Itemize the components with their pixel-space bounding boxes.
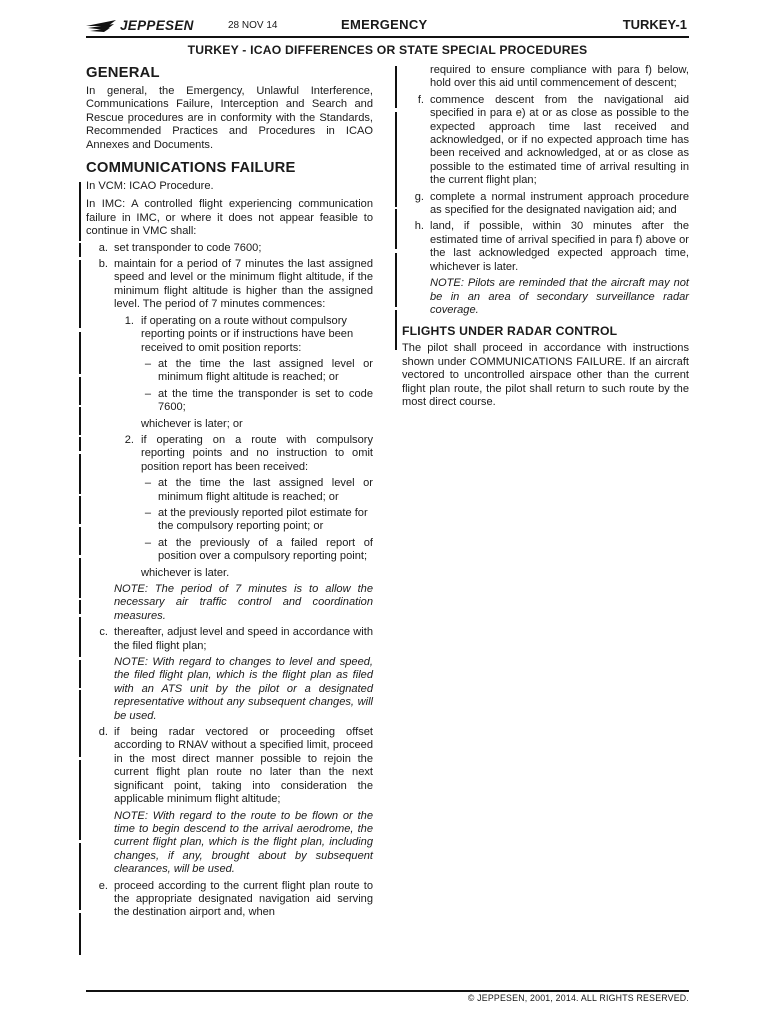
- item-text: at the previously reported pilot estimate for the compulsory reporting point; or: [158, 506, 368, 533]
- page-id: TURKEY-1: [622, 17, 687, 32]
- change-bar: [79, 243, 81, 257]
- left-column: [86, 64, 373, 920]
- dash-item: [86, 388, 373, 415]
- item-text: at the time the last assigned level or minimum flight altitude is reached; or: [158, 477, 373, 503]
- dash-marker: –: [144, 536, 151, 549]
- list-item-d: [86, 726, 373, 806]
- general-heading: GENERAL: [86, 65, 160, 81]
- right-column: [402, 64, 689, 409]
- item-text: if operating on a route without compulsory reporting points or if instructions have been received to omit position reports:: [141, 314, 354, 354]
- change-bar: [79, 600, 81, 614]
- note-d: NOTE: With regard to the route to be flown or the time to begin descend to the arrival aerodrome, the current flight plan, which is the flight plan, including changes, if any, brought about by subsequent clearances, will be used.: [114, 809, 373, 876]
- change-bar: [395, 310, 397, 350]
- change-bar: [79, 437, 81, 451]
- page-header: [86, 14, 689, 36]
- change-bar: [79, 558, 81, 598]
- change-bar: [79, 377, 81, 405]
- item-label: a.: [98, 241, 108, 254]
- item-label: c.: [99, 626, 108, 639]
- radar-heading: FLIGHTS UNDER RADAR CONTROL: [402, 324, 618, 339]
- imc-intro: In IMC: A controlled flight experiencing communication failure in IMC, or where it does not appear feasible to continue in VMC shall:: [86, 198, 373, 238]
- item-text: at the time the last assigned level or minimum flight altitude is reached; or: [158, 357, 373, 384]
- list-item-g: [402, 191, 689, 218]
- dash-marker: –: [144, 506, 151, 519]
- copyright: © JEPPESEN, 2001, 2014. ALL RIGHTS RESERVED.: [467, 993, 689, 1003]
- item-text: at the time the transponder is set to code 7600;: [158, 387, 373, 414]
- change-bar: [395, 112, 397, 207]
- change-bar: [79, 260, 81, 328]
- item-text: if being radar vectored or proceeding offset according to RNAV without a specified limit, proceed in the most direct manner possible to rejoin the current flight plan route no later than the next significant point, taking into consideration the applicable minimum flight altitude;: [114, 726, 373, 806]
- header-rule: [86, 36, 689, 38]
- note-h: NOTE: Pilots are reminded that the aircraft may not be in an area of secondary surveillance radar coverage.: [430, 277, 689, 316]
- item-text: thereafter, adjust level and speed in accordance with the filed flight plan;: [114, 626, 373, 652]
- item-label: g.: [414, 190, 424, 203]
- revision-date: 28 NOV 14: [228, 20, 278, 31]
- sub-item-1: [86, 315, 373, 355]
- general-body: In general, the Emergency, Unlawful Interference, Communications Failure, Interception and Search and Rescue procedures are in conformity with the Standards, Recommended Practices and Procedures in ICAO Annexes and Documents.: [86, 85, 373, 151]
- change-bar: [79, 843, 81, 910]
- dash-marker: –: [144, 387, 151, 400]
- radar-body: The pilot shall proceed in accordance with instructions shown under COMMUNICATIONS FAILURE. If an aircraft vectored to uncontrolled airspace other than the current flight plan route, the pilot shall return to such route by the most direct course.: [402, 342, 689, 408]
- item-label: f.: [417, 93, 424, 106]
- dash-item: [86, 477, 373, 504]
- note-c: NOTE: With regard to changes to level and speed, the filed flight plan, which is the flight plan as filed with an ATS unit by the pilot or a designated representative without any subsequent changes, will be used.: [114, 656, 373, 722]
- vcm-text: In VCM: ICAO Procedure.: [86, 180, 214, 193]
- change-bar: [79, 760, 81, 840]
- item-label: h.: [414, 220, 424, 233]
- item-label: b.: [98, 258, 108, 271]
- dash-marker: –: [144, 477, 151, 490]
- change-bar: [79, 913, 81, 955]
- page-title: TURKEY - ICAO DIFFERENCES OR STATE SPECIAL PROCEDURES: [187, 43, 588, 57]
- jeppesen-wing-icon: [86, 19, 118, 33]
- item-label: 1.: [124, 314, 134, 327]
- item-text: land, if possible, within 30 minutes after the estimated time of arrival specified in para f) above or the last acknowledged expected approach time, whichever is later.: [430, 220, 689, 273]
- change-bar: [79, 617, 81, 657]
- change-bar: [79, 690, 81, 757]
- note-b: NOTE: The period of 7 minutes is to allow the necessary air traffic control and coordination measures.: [114, 583, 373, 622]
- dash-marker: –: [144, 357, 151, 370]
- change-bar: [395, 253, 397, 307]
- comm-failure-heading: COMMUNICATIONS FAILURE: [86, 160, 296, 177]
- item-e-continued: required to ensure compliance with para f) below, hold over this aid until commencement of descent;: [430, 64, 689, 90]
- brand-name: JEPPESEN: [120, 18, 194, 33]
- jeppesen-logo: [86, 18, 194, 33]
- list-item-c: [86, 626, 373, 653]
- item-text: proceed according to the current flight plan route to the appropriate designated navigation aid serving the destination airport and, when: [114, 879, 373, 919]
- footer-rule: [86, 990, 689, 992]
- change-bar: [395, 66, 397, 108]
- item-label: 2.: [124, 433, 134, 446]
- dash-item: [86, 358, 373, 385]
- item-text: at the previously of a failed report of position over a compulsory reporting point;: [158, 536, 373, 563]
- dash-item: [86, 537, 373, 564]
- whichever-text: whichever is later; or: [141, 417, 243, 430]
- change-bar: [79, 660, 81, 688]
- section-title: EMERGENCY: [341, 17, 428, 32]
- change-bar: [79, 454, 81, 494]
- dash-item: [86, 507, 373, 534]
- list-item-a: [86, 242, 373, 255]
- whichever-text: whichever is later.: [141, 566, 230, 579]
- item-text: complete a normal instrument approach procedure as specified for the designated navigation aid; and: [430, 190, 689, 217]
- item-label: d.: [98, 726, 108, 739]
- change-bar: [79, 407, 81, 435]
- item-text: if operating on a route with compulsory reporting points and no instruction to omit position report has been received:: [141, 433, 373, 473]
- sub-item-2: [86, 434, 373, 474]
- list-item-f: [402, 94, 689, 188]
- item-text: maintain for a period of 7 minutes the last assigned speed and level or the minimum flight altitude, if the minimum flight altitude is higher than the assigned level. The period of 7 minutes commences:: [114, 258, 373, 311]
- item-label: e.: [98, 879, 108, 892]
- change-bar: [79, 332, 81, 374]
- change-bar: [79, 527, 81, 555]
- change-bar: [79, 182, 81, 241]
- list-item-e: [86, 880, 373, 920]
- change-bar: [79, 496, 81, 524]
- item-text: set transponder to code 7600;: [114, 241, 262, 254]
- list-item-h: [402, 220, 689, 274]
- item-text: commence descent from the navigational aid specified in para e) at or as close as possible to the expected approach time last received and acknowledged, or if no expected approach time has been received and acknowledged, at or as close as possible to the estimated time of arrival resulting in the current flight plan;: [430, 93, 689, 187]
- change-bar: [395, 209, 397, 249]
- list-item-b: [86, 258, 373, 312]
